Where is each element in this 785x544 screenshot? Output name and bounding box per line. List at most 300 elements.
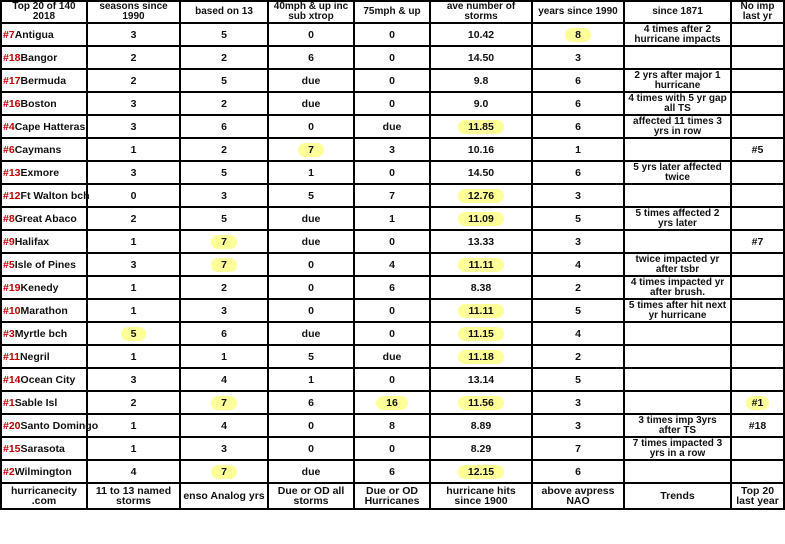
location-cell (1, 345, 87, 368)
location-cell (1, 414, 99, 437)
rank-label: #4 (3, 120, 15, 133)
since1871-cell (624, 368, 731, 391)
header-based: based on 13 (180, 1, 268, 23)
location-name: Bangor (20, 51, 58, 64)
noimp-cell (731, 207, 784, 230)
mph40-value: 0 (308, 281, 314, 294)
ave-cell (430, 414, 532, 437)
ave-cell (430, 207, 532, 230)
seasons-cell (87, 92, 180, 115)
since1871-cell: 4 times with 5 yr gap all TS (624, 92, 731, 115)
years-cell (532, 391, 624, 414)
noimp-value: #1 (746, 396, 770, 410)
seasons-value: 2 (130, 212, 137, 225)
based-cell (180, 414, 268, 437)
noimp-cell (731, 299, 784, 322)
location-name: Sarasota (20, 442, 65, 455)
location-cell (1, 69, 87, 92)
based-cell (180, 276, 268, 299)
years-value: 4 (575, 327, 581, 340)
years-cell (532, 368, 624, 391)
rank-label: #6 (3, 143, 15, 156)
header-row (1, 1, 784, 23)
location-name: Ft Walton bch (20, 189, 90, 202)
years-cell (532, 414, 624, 437)
mph75-cell (354, 368, 430, 391)
ave-value: 11.15 (458, 327, 504, 341)
years-cell (532, 322, 624, 345)
mph40-value: 5 (308, 189, 314, 202)
ave-value: 14.50 (467, 51, 495, 64)
seasons-value: 3 (130, 166, 137, 179)
based-value: 6 (221, 120, 227, 133)
table-row (1, 161, 784, 184)
noimp-value: #18 (748, 419, 767, 432)
location-name: Exmore (20, 166, 60, 179)
mph75-cell (354, 299, 430, 322)
location-name: Sable Isl (14, 396, 58, 409)
ave-cell (430, 115, 532, 138)
based-value: 6 (221, 327, 227, 340)
mph75-value: due (382, 350, 402, 363)
location-name: Great Abaco (14, 212, 77, 225)
mph75-cell (354, 115, 430, 138)
footer-hits: hurricane hits since 1900 (430, 483, 532, 509)
seasons-value: 1 (130, 304, 137, 317)
ave-cell (430, 437, 532, 460)
seasons-cell (87, 230, 180, 253)
seasons-value: 3 (130, 97, 137, 110)
location-name: Boston (20, 97, 57, 110)
since1871-cell: affected 11 times 3 yrs in row (624, 115, 731, 138)
seasons-cell (87, 253, 180, 276)
location-cell (1, 161, 87, 184)
mph75-cell (354, 230, 430, 253)
seasons-cell (87, 391, 180, 414)
since1871-cell (624, 460, 731, 483)
mph40-cell (268, 69, 354, 92)
years-cell (532, 253, 624, 276)
ave-value: 11.85 (458, 120, 504, 134)
mph40-cell (268, 138, 354, 161)
years-value: 7 (575, 442, 581, 455)
footer-row (1, 483, 784, 509)
seasons-cell (87, 46, 180, 69)
mph40-value: 0 (308, 258, 314, 271)
header-40mph: 40mph & up inc sub xtrop (268, 1, 354, 23)
mph75-cell (354, 253, 430, 276)
header-top20: Top 20 of 140 2018 (1, 1, 87, 23)
mph75-value: 0 (389, 327, 395, 340)
since1871-cell (624, 138, 731, 161)
rank-label: #17 (3, 74, 21, 87)
mph75-cell (354, 345, 430, 368)
seasons-value: 1 (130, 442, 137, 455)
years-value: 6 (575, 74, 581, 87)
based-cell (180, 322, 268, 345)
rank-label: #3 (3, 327, 15, 340)
mph75-cell (354, 391, 430, 414)
table-row (1, 437, 784, 460)
seasons-value: 1 (130, 235, 137, 248)
years-value: 3 (575, 189, 581, 202)
noimp-cell (731, 345, 784, 368)
mph75-value: 0 (389, 74, 395, 87)
ave-value: 12.76 (458, 189, 504, 203)
noimp-cell (731, 414, 784, 437)
years-cell (532, 437, 624, 460)
since1871-cell: 5 yrs later affected twice (624, 161, 731, 184)
noimp-value: #7 (751, 235, 764, 248)
seasons-value: 3 (130, 120, 137, 133)
footer-nao: above avpress NAO (532, 483, 624, 509)
ave-cell (430, 322, 532, 345)
header-since1871: since 1871 (624, 1, 731, 23)
ave-cell (430, 69, 532, 92)
years-cell (532, 138, 624, 161)
table-row (1, 92, 784, 115)
ave-cell (430, 345, 532, 368)
seasons-value: 1 (130, 350, 137, 363)
location-name: Myrtle bch (14, 327, 68, 340)
location-name: Ocean City (20, 373, 76, 386)
based-cell (180, 23, 268, 46)
table-row (1, 460, 784, 483)
years-cell (532, 115, 624, 138)
location-cell (1, 437, 87, 460)
years-value: 3 (575, 396, 581, 409)
ave-cell (430, 276, 532, 299)
years-value: 3 (575, 419, 581, 432)
mph40-value: 1 (308, 166, 314, 179)
mph75-cell (354, 46, 430, 69)
mph40-cell (268, 368, 354, 391)
mph40-value: due (301, 235, 321, 248)
header-years: years since 1990 (532, 1, 624, 23)
table-body (1, 23, 784, 483)
mph75-value: 0 (389, 442, 395, 455)
rank-label: #11 (3, 350, 20, 363)
based-cell (180, 138, 268, 161)
seasons-cell (87, 322, 180, 345)
years-cell (532, 23, 624, 46)
location-name: Antigua (14, 28, 54, 41)
noimp-cell (731, 184, 784, 207)
location-cell (1, 230, 87, 253)
based-cell (180, 92, 268, 115)
location-name: Cape Hatteras (14, 120, 86, 133)
mph75-value: 4 (389, 258, 395, 271)
ave-cell (430, 184, 532, 207)
ave-cell (430, 161, 532, 184)
seasons-cell (87, 161, 180, 184)
based-value: 4 (221, 373, 227, 386)
mph75-value: 1 (389, 212, 395, 225)
rank-label: #9 (3, 235, 15, 248)
mph40-cell (268, 253, 354, 276)
mph40-value: due (301, 212, 321, 225)
mph40-cell (268, 161, 354, 184)
header-ave-storms: ave number of storms (430, 1, 532, 23)
seasons-value: 1 (130, 281, 137, 294)
based-value: 7 (211, 258, 237, 272)
ave-cell (430, 460, 532, 483)
ave-cell (430, 299, 532, 322)
ave-value: 8.29 (470, 442, 492, 455)
rank-label: #7 (3, 28, 15, 41)
noimp-cell (731, 276, 784, 299)
based-value: 2 (221, 143, 227, 156)
mph40-cell (268, 46, 354, 69)
mph75-cell (354, 161, 430, 184)
mph75-value: 7 (389, 189, 395, 202)
mph40-cell (268, 345, 354, 368)
seasons-value: 1 (130, 419, 137, 432)
footer-enso: enso Analog yrs (180, 483, 268, 509)
based-cell (180, 437, 268, 460)
based-cell (180, 345, 268, 368)
table-row (1, 276, 784, 299)
mph40-value: due (301, 465, 321, 478)
seasons-value: 3 (130, 258, 137, 271)
seasons-cell (87, 460, 180, 483)
location-cell (1, 253, 87, 276)
seasons-value: 3 (130, 28, 137, 41)
based-cell (180, 230, 268, 253)
years-cell (532, 46, 624, 69)
seasons-cell (87, 414, 180, 437)
mph40-cell (268, 460, 354, 483)
location-cell (1, 299, 87, 322)
based-cell (180, 253, 268, 276)
mph40-cell (268, 322, 354, 345)
ave-cell (430, 23, 532, 46)
noimp-cell (731, 437, 784, 460)
mph75-value: 0 (389, 373, 395, 386)
noimp-cell (731, 460, 784, 483)
mph40-value: due (301, 327, 321, 340)
years-value: 5 (575, 212, 581, 225)
based-value: 7 (211, 465, 237, 479)
seasons-value: 2 (130, 74, 137, 87)
since1871-cell: 3 times imp 3yrs after TS (624, 414, 731, 437)
years-cell (532, 345, 624, 368)
based-value: 5 (221, 166, 227, 179)
location-cell (1, 184, 90, 207)
noimp-cell (731, 23, 784, 46)
ave-cell (430, 368, 532, 391)
footer-source: hurricanecity .com (1, 483, 87, 509)
ave-value: 11.18 (458, 350, 504, 364)
location-cell (1, 368, 87, 391)
ave-cell (430, 46, 532, 69)
seasons-value: 3 (130, 373, 137, 386)
table-row (1, 345, 784, 368)
ave-value: 13.33 (467, 235, 495, 248)
since1871-cell: 2 yrs after major 1 hurricane (624, 69, 731, 92)
seasons-value: 2 (130, 396, 137, 409)
rank-label: #14 (3, 373, 21, 386)
based-value: 2 (221, 51, 227, 64)
years-cell (532, 69, 624, 92)
mph75-cell (354, 276, 430, 299)
mph40-value: due (301, 97, 321, 110)
seasons-cell (87, 69, 180, 92)
ave-value: 12.15 (458, 465, 504, 479)
location-cell (1, 23, 87, 46)
years-value: 5 (575, 373, 581, 386)
table-row (1, 253, 784, 276)
table-row (1, 322, 784, 345)
mph40-cell (268, 115, 354, 138)
noimp-cell (731, 391, 784, 414)
rank-label: #8 (3, 212, 15, 225)
mph75-value: 0 (389, 97, 395, 110)
based-cell (180, 69, 268, 92)
location-name: Bermuda (20, 74, 67, 87)
based-cell (180, 460, 268, 483)
mph75-cell (354, 414, 430, 437)
rank-label: #20 (3, 419, 21, 432)
table-row (1, 23, 784, 46)
mph40-value: due (301, 74, 321, 87)
seasons-cell (87, 368, 180, 391)
ave-value: 14.50 (467, 166, 495, 179)
based-cell (180, 368, 268, 391)
years-value: 1 (575, 143, 581, 156)
based-cell (180, 115, 268, 138)
since1871-cell (624, 345, 731, 368)
since1871-cell: 5 times affected 2 yrs later (624, 207, 731, 230)
location-name: Negril (19, 350, 50, 363)
mph75-cell (354, 437, 430, 460)
mph75-cell (354, 207, 430, 230)
table-row (1, 115, 784, 138)
mph75-cell (354, 460, 430, 483)
ave-value: 11.11 (458, 304, 503, 318)
mph40-value: 0 (308, 304, 314, 317)
mph40-cell (268, 207, 354, 230)
mph75-cell (354, 69, 430, 92)
mph40-cell (268, 23, 354, 46)
seasons-cell (87, 345, 180, 368)
years-value: 8 (565, 28, 591, 42)
mph75-value: 16 (376, 396, 408, 410)
years-value: 2 (575, 281, 581, 294)
since1871-cell (624, 391, 731, 414)
footer-named-storms: 11 to 13 named storms (87, 483, 180, 509)
rank-label: #2 (3, 465, 15, 478)
based-value: 3 (221, 442, 227, 455)
location-cell (1, 92, 87, 115)
table-row (1, 230, 784, 253)
location-cell (1, 391, 87, 414)
since1871-cell (624, 230, 731, 253)
ave-value: 9.8 (473, 74, 489, 87)
mph40-cell (268, 414, 354, 437)
since1871-cell: 7 times impacted 3 yrs in a row (624, 437, 731, 460)
mph75-value: 3 (389, 143, 395, 156)
since1871-cell: twice impacted yr after tsbr (624, 253, 731, 276)
mph40-value: 6 (308, 51, 314, 64)
based-cell (180, 161, 268, 184)
table-row (1, 391, 784, 414)
noimp-cell (731, 92, 784, 115)
seasons-value: 4 (130, 465, 137, 478)
rank-label: #19 (3, 281, 21, 294)
location-name: Isle of Pines (14, 258, 76, 271)
mph75-cell (354, 138, 430, 161)
since1871-cell (624, 322, 731, 345)
seasons-value: 2 (130, 51, 137, 64)
based-cell (180, 184, 268, 207)
location-name: Wilmington (14, 465, 72, 478)
seasons-cell (87, 299, 180, 322)
ave-value: 10.42 (467, 28, 495, 41)
header-75mph: 75mph & up (354, 1, 430, 23)
mph40-value: 0 (308, 28, 314, 41)
mph75-value: 6 (389, 465, 395, 478)
rank-label: #10 (3, 304, 21, 317)
rank-label: #12 (3, 189, 21, 202)
noimp-cell (731, 368, 784, 391)
header-noimp: No imp last yr (731, 1, 784, 23)
noimp-cell (731, 138, 784, 161)
ave-value: 13.14 (467, 373, 495, 386)
ave-cell (430, 391, 532, 414)
ave-value: 8.38 (470, 281, 492, 294)
ave-value: 11.11 (458, 258, 503, 272)
seasons-cell (87, 207, 180, 230)
years-value: 3 (575, 51, 581, 64)
based-cell (180, 299, 268, 322)
footer-top20: Top 20 last year (731, 483, 784, 509)
mph40-cell (268, 230, 354, 253)
location-cell (1, 115, 87, 138)
seasons-cell (87, 437, 180, 460)
mph40-value: 1 (308, 373, 314, 386)
mph75-cell (354, 92, 430, 115)
location-name: Santo Domingo (20, 419, 99, 432)
seasons-cell (87, 115, 180, 138)
noimp-value: #5 (751, 143, 764, 156)
noimp-cell (731, 69, 784, 92)
noimp-cell (731, 253, 784, 276)
mph75-value: 0 (389, 51, 395, 64)
ave-cell (430, 138, 532, 161)
seasons-value: 1 (130, 143, 137, 156)
ave-value: 10.16 (467, 143, 495, 156)
ave-value: 9.0 (473, 97, 489, 110)
mph40-cell (268, 391, 354, 414)
mph40-cell (268, 184, 354, 207)
rank-label: #15 (3, 442, 21, 455)
based-value: 5 (221, 74, 227, 87)
mph75-value: 0 (389, 235, 395, 248)
mph75-value: 8 (389, 419, 395, 432)
since1871-cell (624, 184, 731, 207)
noimp-cell (731, 230, 784, 253)
based-value: 2 (221, 97, 227, 110)
seasons-cell (87, 276, 180, 299)
years-cell (532, 230, 624, 253)
footer-trends: Trends (624, 483, 731, 509)
ave-cell (430, 92, 532, 115)
location-cell (1, 322, 87, 345)
years-value: 6 (575, 97, 581, 110)
location-cell (1, 276, 87, 299)
ave-cell (430, 253, 532, 276)
